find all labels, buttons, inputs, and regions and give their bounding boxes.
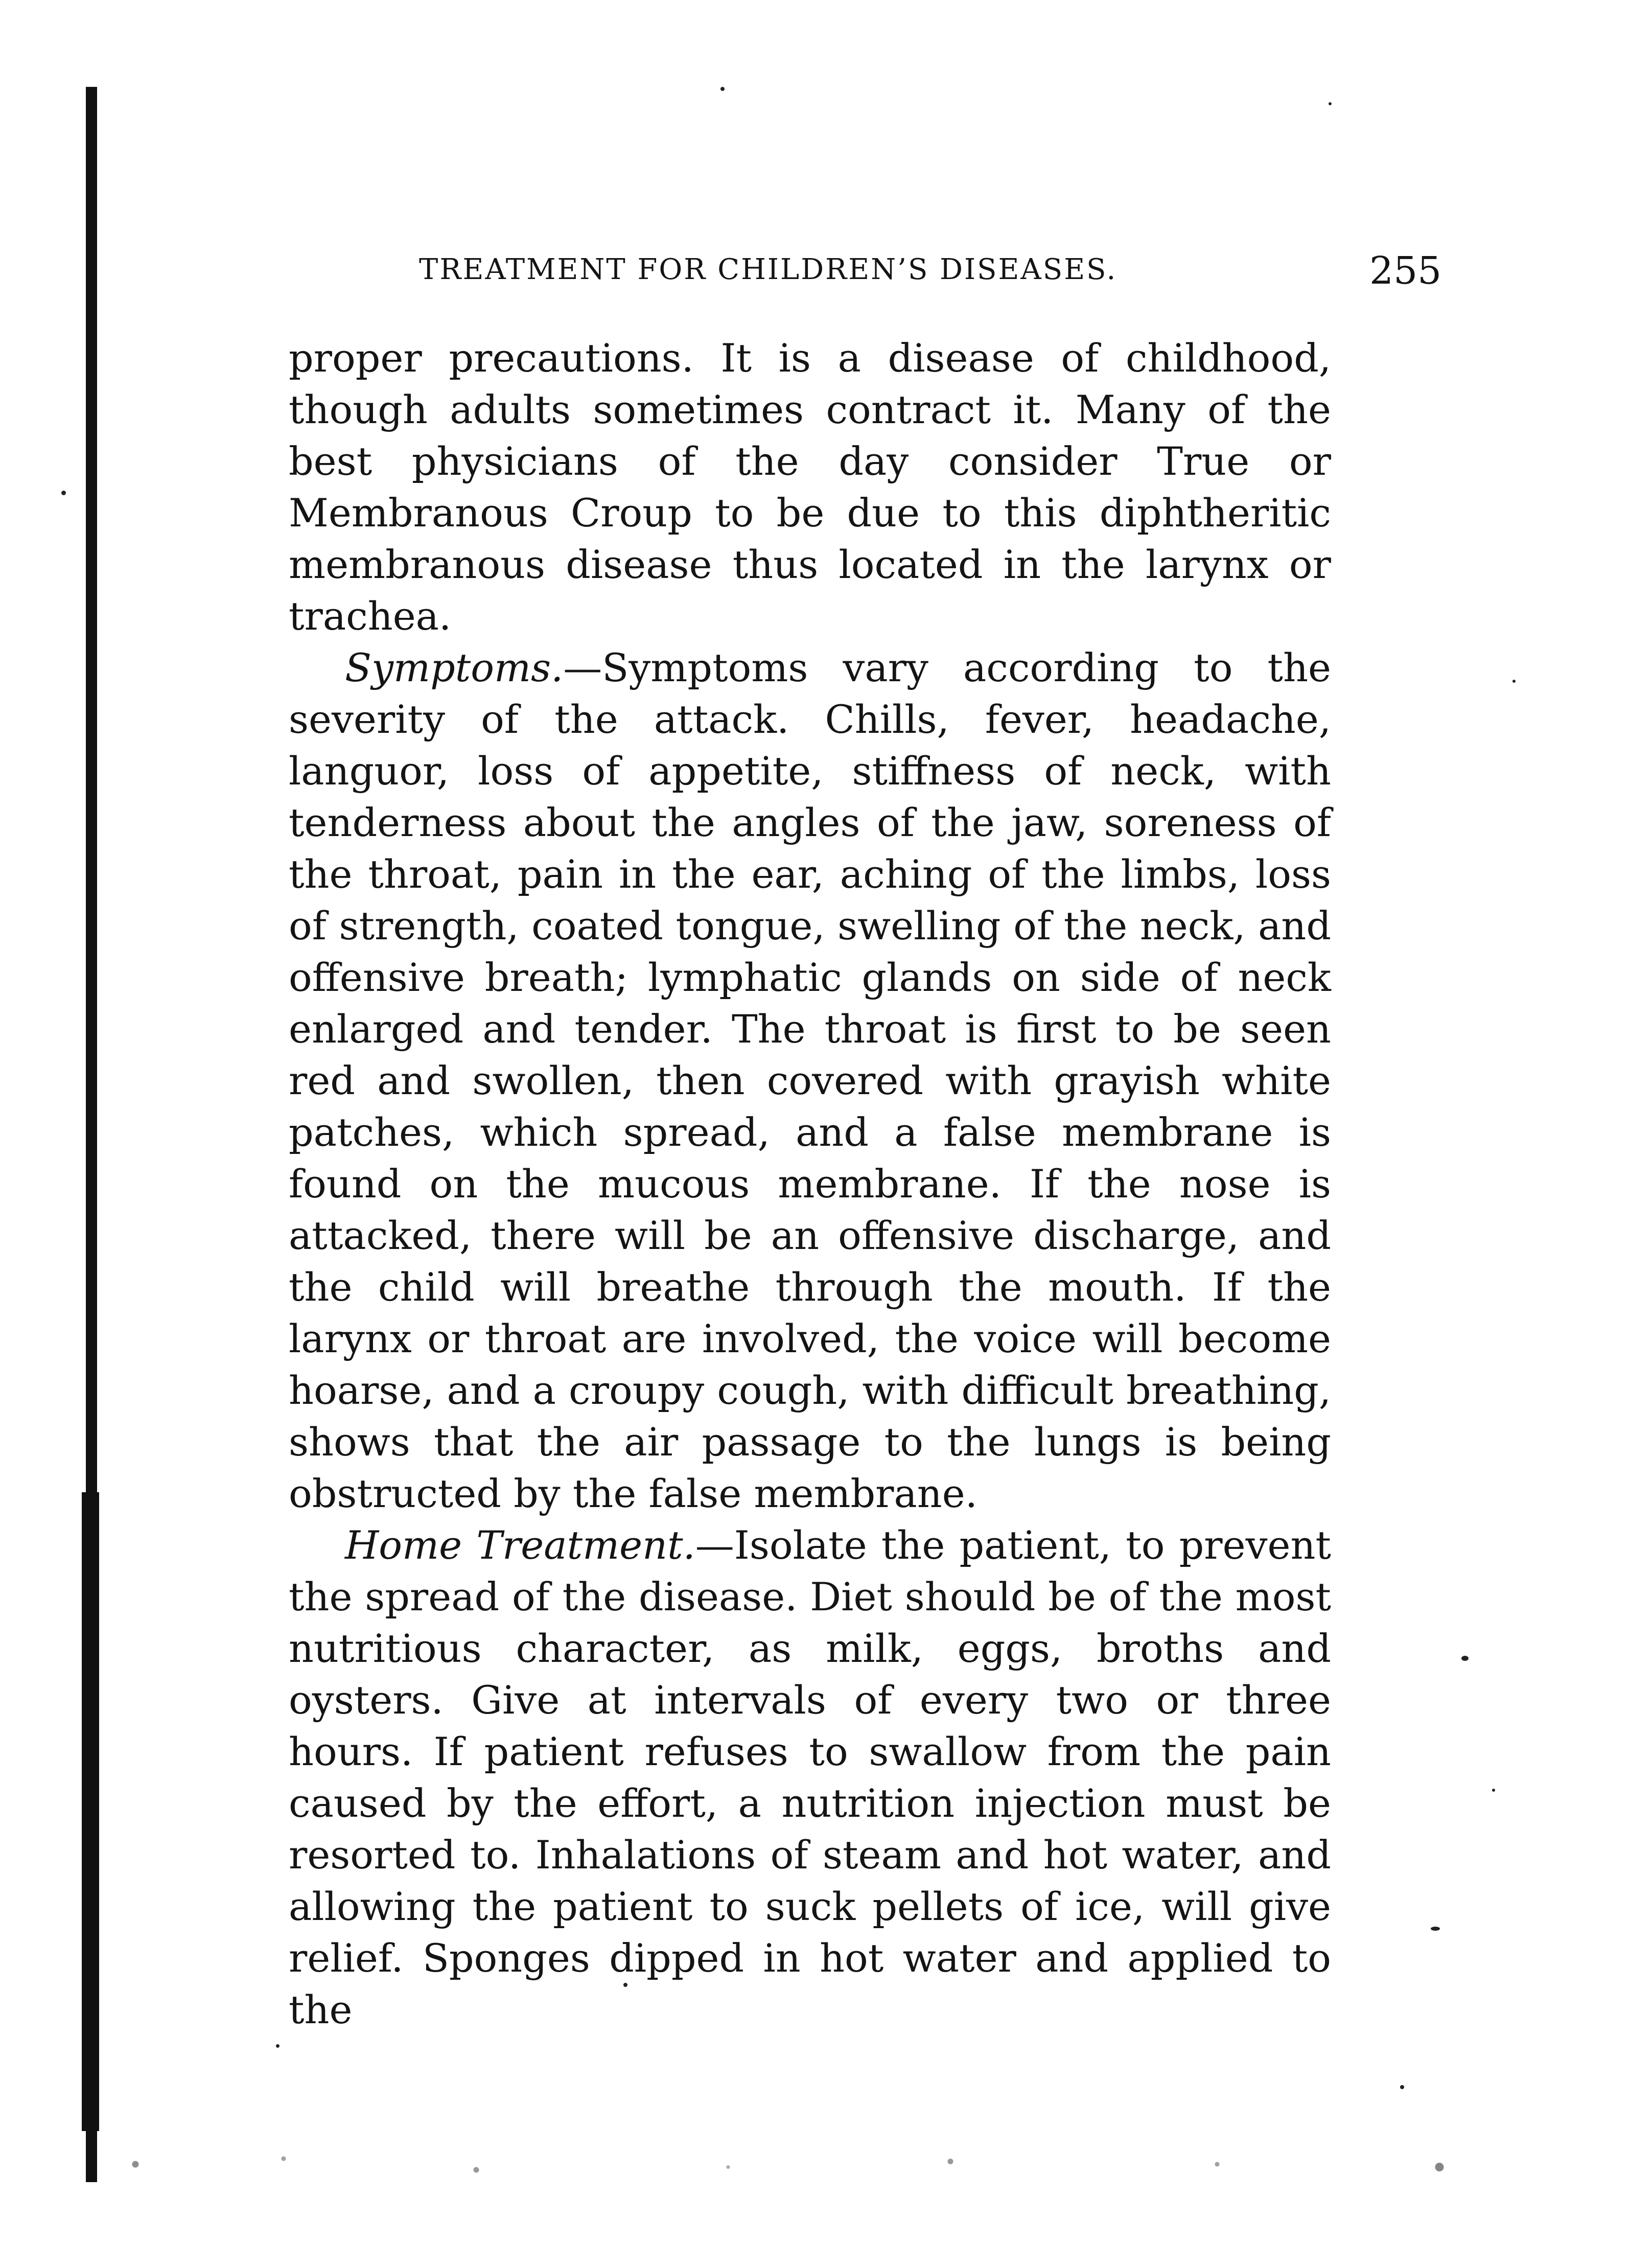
- paragraph-text: —Symptoms vary according to the severity of the attack. Chills, fever, headache, languor, loss of appetite, stiffness of neck, with tenderness about the angles of the jaw, soreness of the throat, pain in the ear, aching of the limbs, loss of strength, coated tongue, swelling of the neck, and offensive breath; lymphatic glands on side of neck enlarged and tender. The throat is first to be seen red and swollen, then covered with grayish white patches, which spread, and a false membrane is found on the mucous membrane. If the nose is attacked, there will be an offensive discharge, and the child will breathe through the mouth. If the larynx or throat are involved, the voice will become hoarse, and a croupy cough, with difficult breathing, shows that the air passage to the lungs is being obstructed by the false membrane.: [289, 645, 1331, 1516]
- paragraph-text: proper precautions. It is a disease of childhood, though adults sometimes contract it. Many of the best physicians of the day consider True or Membranous Croup to be due to this diphtheritic membranous disease thus located in the larynx or trachea.: [289, 335, 1331, 639]
- paragraph-continuation: [289, 332, 1331, 642]
- scan-bottom-grain: [61, 2136, 1543, 2192]
- paragraph-text: —Isolate the patient, to prevent the spread of the disease. Diet should be of the most nutritious character, as milk, eggs, broths and oysters. Give at intervals of every two or three hours. If patient refuses to swallow from the pain caused by the effort, a nutrition injection must be resorted to. Inhalations of steam and hot water, and allowing the patient to suck pellets of ice, will give relief. Sponges dipped in hot water and applied to the: [289, 1522, 1331, 2032]
- paragraph-symptoms: [289, 642, 1331, 1519]
- paragraph-home-treatment: [289, 1519, 1331, 2035]
- paragraph-lead: Symptoms.: [345, 645, 564, 690]
- body-text: [289, 332, 1331, 2035]
- page-edge-binding-line-thick: [82, 1492, 99, 2131]
- paragraph-lead: Home Treatment.: [345, 1522, 695, 1568]
- page-number: 255: [1369, 249, 1442, 293]
- running-title: TREATMENT FOR CHILDREN’S DISEASES.: [419, 253, 1117, 286]
